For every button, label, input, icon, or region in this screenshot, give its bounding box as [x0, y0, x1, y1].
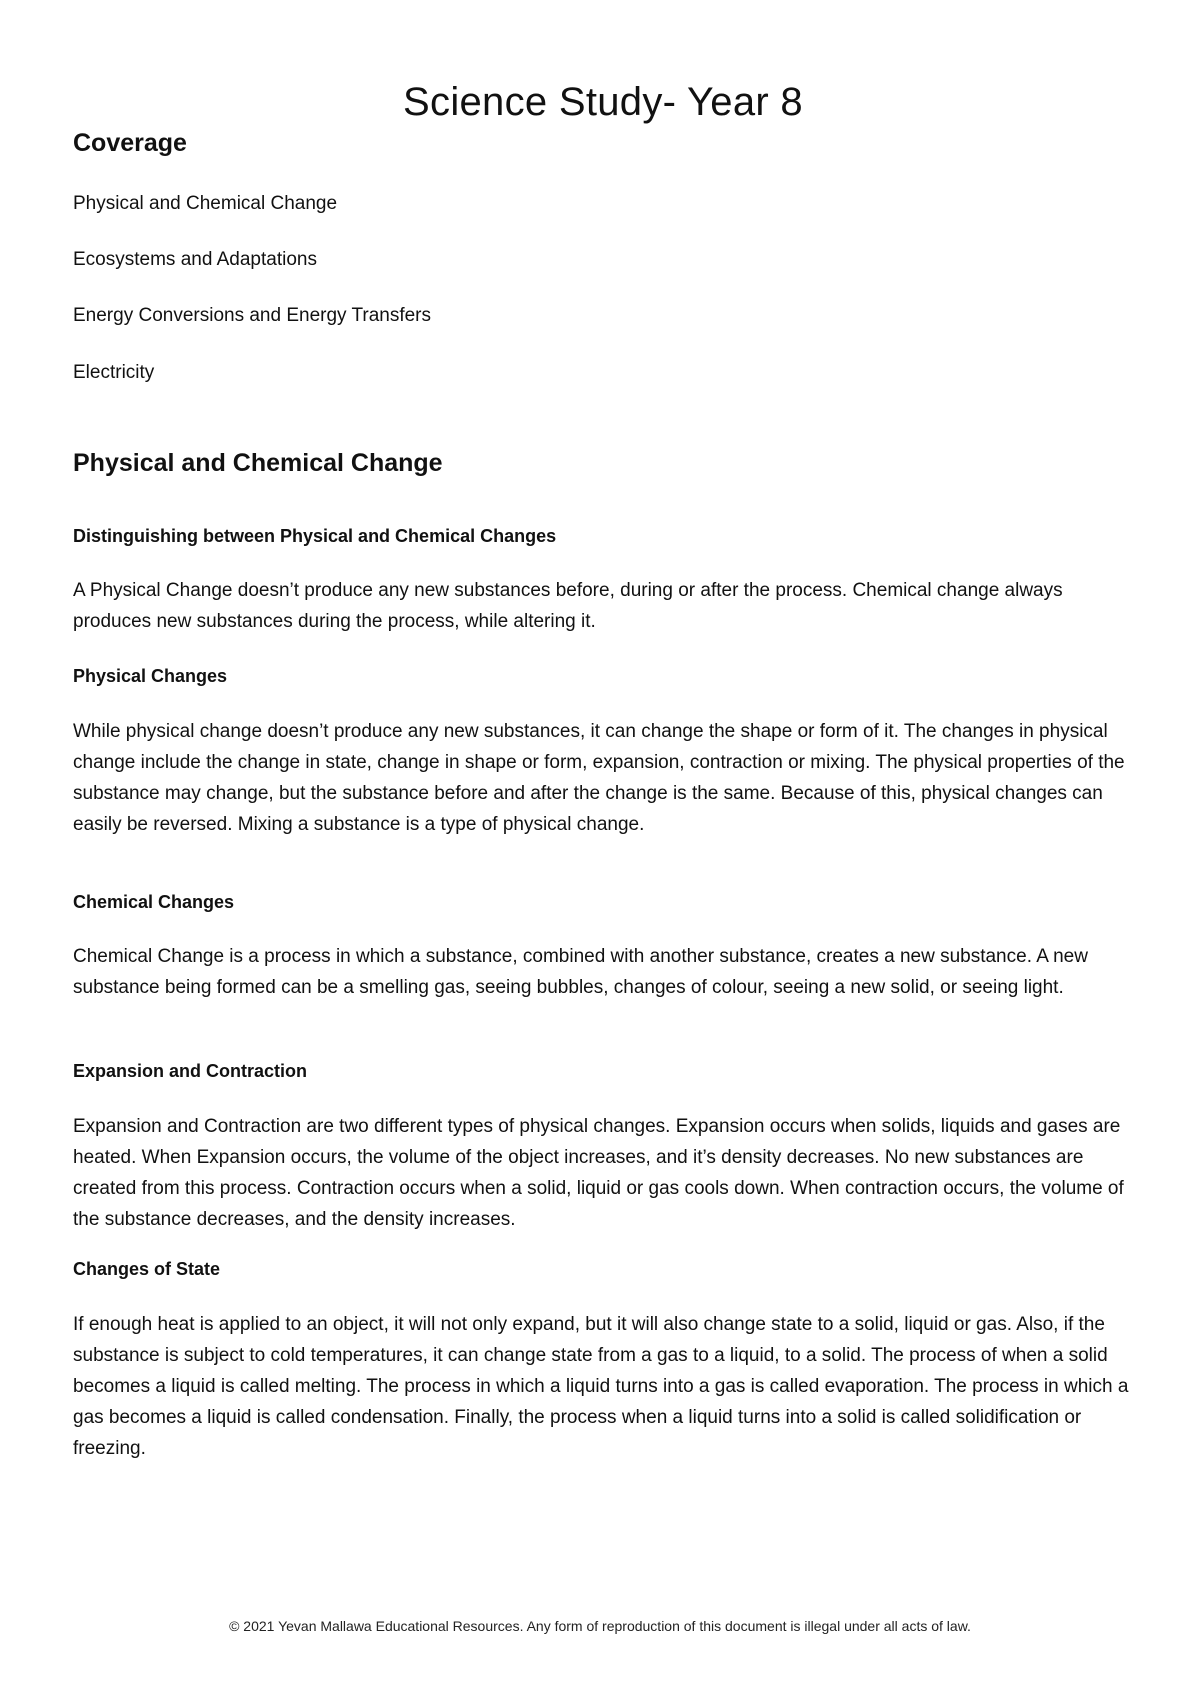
subsection-heading: Expansion and Contraction [73, 1061, 308, 1081]
subsection-paragraph: A Physical Change doesn’t produce any new substances before, during or after the process. Chemical change always produces new substances during the process, while altering it. [73, 580, 1063, 632]
subsection-paragraph: While physical change doesn’t produce any new substances, it can change the shape or form of it. The changes in physical change include the change in state, change in shape or form, expansion, contraction or mixing. The physical properties of the substance may change, but the substance before and after the change is the same. Because of this, physical changes can easily be reversed. Mixing a substance is a type of physical change. [73, 721, 1125, 835]
coverage-item: Ecosystems and Adaptations [73, 249, 317, 270]
subsection-heading: Changes of State [73, 1259, 221, 1279]
section-heading: Physical and Chemical Change [73, 449, 443, 477]
subsection-paragraph: If enough heat is applied to an object, it will not only expand, but it will also change state to a solid, liquid or gas. Also, if the substance is subject to cold temperatures, it can change state from a gas to a liquid, to a solid. The process of when a solid becomes a liquid is called melting. The process in which a liquid turns into a gas is called evaporation. The process in which a gas becomes a liquid is called condensation. Finally, the process when a liquid turns into a solid is called solidification or freezing. [73, 1314, 1129, 1459]
subsection-heading: Chemical Changes [73, 892, 235, 912]
subsection-paragraph: Chemical Change is a process in which a substance, combined with another substance, creates a new substance. A new substance being formed can be a smelling gas, seeing bubbles, changes of colour, seeing a new solid, or seeing light. [73, 946, 1088, 998]
subsection-paragraph: Expansion and Contraction are two different types of physical changes. Expansion occurs when solids, liquids and gases are heated. When Expansion occurs, the volume of the object increases, and it’s density decreases. No new substances are created from this process. Contraction occurs when a solid, liquid or gas cools down. When contraction occurs, the volume of the substance decreases, and the density increases. [73, 1116, 1124, 1230]
document-title: Science Study- Year 8 [403, 80, 803, 124]
coverage-item: Physical and Chemical Change [73, 193, 338, 214]
subsection-heading: Physical Changes [73, 666, 228, 686]
coverage-heading: Coverage [73, 129, 187, 157]
coverage-item: Energy Conversions and Energy Transfers [73, 305, 432, 326]
coverage-item: Electricity [73, 362, 155, 383]
subsection-heading: Distinguishing between Physical and Chemical Changes [73, 526, 557, 546]
copyright-footer: © 2021 Yevan Mallawa Educational Resources. Any form of reproduction of this document is illegal under all acts of law. [229, 1618, 971, 1634]
